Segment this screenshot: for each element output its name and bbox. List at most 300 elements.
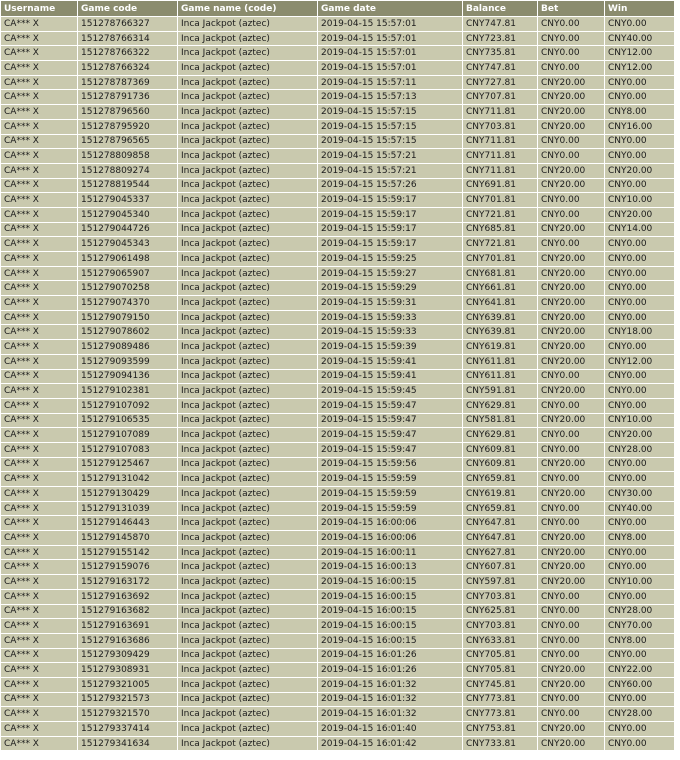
cell-bet: CNY0.00 [538, 604, 605, 619]
cell-username: CA*** X [1, 677, 78, 692]
table-row [1, 31, 675, 46]
cell-balance: CNY681.81 [463, 266, 538, 281]
cell-balance: CNY745.81 [463, 677, 538, 692]
cell-balance: CNY711.81 [463, 163, 538, 178]
table-row [1, 384, 675, 399]
table-row [1, 722, 675, 737]
cell-game-code: 151279078602 [78, 325, 178, 340]
cell-username: CA*** X [1, 325, 78, 340]
cell-game-code: 151278766322 [78, 46, 178, 61]
cell-username: CA*** X [1, 501, 78, 516]
cell-username: CA*** X [1, 428, 78, 443]
cell-username: CA*** X [1, 46, 78, 61]
table-row [1, 442, 675, 457]
cell-username: CA*** X [1, 17, 78, 32]
cell-win: CNY28.00 [605, 707, 675, 722]
cell-balance: CNY641.81 [463, 296, 538, 311]
table-row [1, 472, 675, 487]
cell-game-code: 151279106535 [78, 413, 178, 428]
cell-game-name: Inca Jackpot (aztec) [178, 648, 318, 663]
cell-game-name: Inca Jackpot (aztec) [178, 75, 318, 90]
table-row [1, 501, 675, 516]
cell-game-date: 2019-04-15 15:59:27 [318, 266, 463, 281]
cell-win: CNY10.00 [605, 413, 675, 428]
cell-game-name: Inca Jackpot (aztec) [178, 589, 318, 604]
table-row [1, 516, 675, 531]
cell-game-date: 2019-04-15 15:57:15 [318, 119, 463, 134]
cell-win: CNY0.00 [605, 384, 675, 399]
cell-username: CA*** X [1, 237, 78, 252]
cell-win: CNY20.00 [605, 428, 675, 443]
table-row [1, 692, 675, 707]
cell-win: CNY0.00 [605, 178, 675, 193]
table-row [1, 487, 675, 502]
table-row [1, 266, 675, 281]
table-row [1, 633, 675, 648]
cell-game-name: Inca Jackpot (aztec) [178, 46, 318, 61]
cell-game-date: 2019-04-15 15:57:15 [318, 134, 463, 149]
cell-balance: CNY625.81 [463, 604, 538, 619]
cell-bet: CNY0.00 [538, 369, 605, 384]
cell-win: CNY0.00 [605, 369, 675, 384]
cell-win: CNY12.00 [605, 354, 675, 369]
cell-bet: CNY0.00 [538, 442, 605, 457]
table-row [1, 736, 675, 751]
cell-game-code: 151279125467 [78, 457, 178, 472]
cell-win: CNY0.00 [605, 692, 675, 707]
cell-game-name: Inca Jackpot (aztec) [178, 384, 318, 399]
table-row [1, 222, 675, 237]
cell-game-code: 151279093599 [78, 354, 178, 369]
cell-game-name: Inca Jackpot (aztec) [178, 354, 318, 369]
table-row [1, 46, 675, 61]
cell-game-code: 151279107089 [78, 428, 178, 443]
cell-bet: CNY20.00 [538, 677, 605, 692]
cell-game-code: 151279309429 [78, 648, 178, 663]
cell-game-date: 2019-04-15 16:00:15 [318, 633, 463, 648]
cell-balance: CNY659.81 [463, 472, 538, 487]
cell-balance: CNY707.81 [463, 90, 538, 105]
cell-balance: CNY735.81 [463, 46, 538, 61]
cell-game-date: 2019-04-15 15:59:47 [318, 442, 463, 457]
cell-username: CA*** X [1, 398, 78, 413]
cell-username: CA*** X [1, 281, 78, 296]
cell-game-code: 151279163692 [78, 589, 178, 604]
cell-win: CNY0.00 [605, 545, 675, 560]
cell-game-date: 2019-04-15 15:57:01 [318, 61, 463, 76]
cell-game-code: 151279321005 [78, 677, 178, 692]
cell-bet: CNY0.00 [538, 589, 605, 604]
cell-game-date: 2019-04-15 15:59:17 [318, 222, 463, 237]
header-win: Win [605, 1, 675, 17]
header-game-date: Game date [318, 1, 463, 17]
cell-balance: CNY721.81 [463, 237, 538, 252]
cell-balance: CNY703.81 [463, 619, 538, 634]
cell-win: CNY0.00 [605, 722, 675, 737]
cell-bet: CNY0.00 [538, 398, 605, 413]
cell-balance: CNY711.81 [463, 134, 538, 149]
cell-game-code: 151279102381 [78, 384, 178, 399]
cell-bet: CNY0.00 [538, 516, 605, 531]
table-row [1, 531, 675, 546]
cell-game-name: Inca Jackpot (aztec) [178, 193, 318, 208]
cell-win: CNY60.00 [605, 677, 675, 692]
cell-username: CA*** X [1, 692, 78, 707]
cell-game-name: Inca Jackpot (aztec) [178, 516, 318, 531]
cell-username: CA*** X [1, 633, 78, 648]
cell-game-code: 151279107083 [78, 442, 178, 457]
cell-win: CNY0.00 [605, 75, 675, 90]
cell-bet: CNY0.00 [538, 237, 605, 252]
table-row [1, 119, 675, 134]
cell-bet: CNY20.00 [538, 384, 605, 399]
cell-game-name: Inca Jackpot (aztec) [178, 428, 318, 443]
cell-game-name: Inca Jackpot (aztec) [178, 560, 318, 575]
cell-bet: CNY20.00 [538, 722, 605, 737]
cell-game-name: Inca Jackpot (aztec) [178, 237, 318, 252]
cell-game-date: 2019-04-15 16:00:15 [318, 604, 463, 619]
cell-bet: CNY0.00 [538, 134, 605, 149]
cell-bet: CNY20.00 [538, 340, 605, 355]
cell-username: CA*** X [1, 384, 78, 399]
table-row [1, 90, 675, 105]
cell-bet: CNY20.00 [538, 413, 605, 428]
cell-balance: CNY773.81 [463, 707, 538, 722]
cell-game-date: 2019-04-15 15:59:56 [318, 457, 463, 472]
cell-game-date: 2019-04-15 15:57:11 [318, 75, 463, 90]
table-row [1, 648, 675, 663]
cell-game-date: 2019-04-15 15:57:21 [318, 163, 463, 178]
cell-game-date: 2019-04-15 16:01:32 [318, 692, 463, 707]
cell-balance: CNY597.81 [463, 575, 538, 590]
cell-game-date: 2019-04-15 15:59:31 [318, 296, 463, 311]
cell-game-name: Inca Jackpot (aztec) [178, 472, 318, 487]
cell-game-date: 2019-04-15 15:57:01 [318, 46, 463, 61]
cell-game-code: 151279341634 [78, 736, 178, 751]
cell-game-code: 151279321573 [78, 692, 178, 707]
cell-username: CA*** X [1, 663, 78, 678]
cell-game-name: Inca Jackpot (aztec) [178, 633, 318, 648]
cell-balance: CNY619.81 [463, 487, 538, 502]
cell-username: CA*** X [1, 31, 78, 46]
cell-game-name: Inca Jackpot (aztec) [178, 207, 318, 222]
cell-game-date: 2019-04-15 15:59:41 [318, 354, 463, 369]
cell-game-code: 151279130429 [78, 487, 178, 502]
header-bet: Bet [538, 1, 605, 17]
header-game-code: Game code [78, 1, 178, 17]
cell-win: CNY14.00 [605, 222, 675, 237]
cell-balance: CNY619.81 [463, 340, 538, 355]
cell-game-name: Inca Jackpot (aztec) [178, 222, 318, 237]
cell-game-code: 151278766314 [78, 31, 178, 46]
cell-game-code: 151279094136 [78, 369, 178, 384]
cell-game-name: Inca Jackpot (aztec) [178, 442, 318, 457]
cell-game-name: Inca Jackpot (aztec) [178, 369, 318, 384]
cell-username: CA*** X [1, 178, 78, 193]
cell-bet: CNY20.00 [538, 310, 605, 325]
cell-win: CNY0.00 [605, 134, 675, 149]
cell-balance: CNY639.81 [463, 310, 538, 325]
cell-username: CA*** X [1, 648, 78, 663]
cell-win: CNY22.00 [605, 663, 675, 678]
cell-bet: CNY20.00 [538, 222, 605, 237]
cell-win: CNY0.00 [605, 736, 675, 751]
table-row [1, 105, 675, 120]
table-row [1, 619, 675, 634]
cell-balance: CNY773.81 [463, 692, 538, 707]
cell-game-date: 2019-04-15 16:01:40 [318, 722, 463, 737]
cell-game-code: 151278796565 [78, 134, 178, 149]
cell-game-code: 151279044726 [78, 222, 178, 237]
cell-win: CNY18.00 [605, 325, 675, 340]
cell-game-name: Inca Jackpot (aztec) [178, 149, 318, 164]
cell-game-date: 2019-04-15 15:59:29 [318, 281, 463, 296]
cell-bet: CNY20.00 [538, 75, 605, 90]
cell-bet: CNY20.00 [538, 163, 605, 178]
cell-game-name: Inca Jackpot (aztec) [178, 310, 318, 325]
cell-game-name: Inca Jackpot (aztec) [178, 178, 318, 193]
cell-bet: CNY0.00 [538, 619, 605, 634]
cell-game-code: 151279079150 [78, 310, 178, 325]
cell-bet: CNY20.00 [538, 296, 605, 311]
cell-balance: CNY629.81 [463, 428, 538, 443]
cell-username: CA*** X [1, 252, 78, 267]
table-row [1, 207, 675, 222]
cell-game-date: 2019-04-15 15:59:39 [318, 340, 463, 355]
cell-username: CA*** X [1, 604, 78, 619]
cell-game-code: 151279155142 [78, 545, 178, 560]
cell-game-name: Inca Jackpot (aztec) [178, 325, 318, 340]
table-row [1, 413, 675, 428]
cell-game-name: Inca Jackpot (aztec) [178, 90, 318, 105]
cell-win: CNY0.00 [605, 149, 675, 164]
cell-game-date: 2019-04-15 15:59:33 [318, 325, 463, 340]
cell-game-code: 151279131042 [78, 472, 178, 487]
cell-bet: CNY20.00 [538, 325, 605, 340]
cell-win: CNY0.00 [605, 560, 675, 575]
table-row [1, 193, 675, 208]
cell-balance: CNY705.81 [463, 648, 538, 663]
cell-win: CNY40.00 [605, 501, 675, 516]
cell-balance: CNY701.81 [463, 252, 538, 267]
cell-game-date: 2019-04-15 16:00:11 [318, 545, 463, 560]
cell-game-code: 151279145870 [78, 531, 178, 546]
cell-username: CA*** X [1, 560, 78, 575]
cell-bet: CNY0.00 [538, 692, 605, 707]
cell-game-code: 151279065907 [78, 266, 178, 281]
table-row [1, 663, 675, 678]
cell-game-code: 151278819544 [78, 178, 178, 193]
cell-balance: CNY661.81 [463, 281, 538, 296]
cell-balance: CNY611.81 [463, 354, 538, 369]
cell-balance: CNY753.81 [463, 722, 538, 737]
cell-balance: CNY581.81 [463, 413, 538, 428]
cell-game-date: 2019-04-15 15:59:47 [318, 398, 463, 413]
cell-game-date: 2019-04-15 16:01:26 [318, 663, 463, 678]
cell-bet: CNY20.00 [538, 281, 605, 296]
cell-balance: CNY639.81 [463, 325, 538, 340]
cell-game-date: 2019-04-15 16:01:32 [318, 707, 463, 722]
cell-game-date: 2019-04-15 15:57:01 [318, 17, 463, 32]
cell-balance: CNY609.81 [463, 442, 538, 457]
table-row [1, 545, 675, 560]
cell-username: CA*** X [1, 61, 78, 76]
cell-game-date: 2019-04-15 15:59:17 [318, 207, 463, 222]
cell-win: CNY20.00 [605, 163, 675, 178]
cell-game-date: 2019-04-15 15:59:47 [318, 413, 463, 428]
cell-game-name: Inca Jackpot (aztec) [178, 119, 318, 134]
cell-game-date: 2019-04-15 15:59:59 [318, 501, 463, 516]
cell-game-code: 151279074370 [78, 296, 178, 311]
cell-bet: CNY20.00 [538, 531, 605, 546]
cell-win: CNY0.00 [605, 237, 675, 252]
cell-bet: CNY0.00 [538, 31, 605, 46]
cell-username: CA*** X [1, 193, 78, 208]
cell-game-date: 2019-04-15 16:01:26 [318, 648, 463, 663]
header-game-name: Game name (code) [178, 1, 318, 17]
cell-username: CA*** X [1, 413, 78, 428]
cell-game-name: Inca Jackpot (aztec) [178, 413, 318, 428]
cell-game-code: 151279070258 [78, 281, 178, 296]
cell-balance: CNY691.81 [463, 178, 538, 193]
cell-game-date: 2019-04-15 15:59:41 [318, 369, 463, 384]
cell-balance: CNY711.81 [463, 149, 538, 164]
cell-game-name: Inca Jackpot (aztec) [178, 398, 318, 413]
cell-bet: CNY20.00 [538, 575, 605, 590]
cell-game-date: 2019-04-15 15:57:15 [318, 105, 463, 120]
cell-game-name: Inca Jackpot (aztec) [178, 266, 318, 281]
cell-username: CA*** X [1, 296, 78, 311]
table-row [1, 457, 675, 472]
cell-username: CA*** X [1, 266, 78, 281]
cell-balance: CNY685.81 [463, 222, 538, 237]
table-row [1, 163, 675, 178]
cell-username: CA*** X [1, 619, 78, 634]
table-row [1, 340, 675, 355]
cell-username: CA*** X [1, 340, 78, 355]
cell-game-date: 2019-04-15 15:57:13 [318, 90, 463, 105]
cell-win: CNY20.00 [605, 207, 675, 222]
cell-game-code: 151279163691 [78, 619, 178, 634]
cell-game-code: 151279146443 [78, 516, 178, 531]
cell-username: CA*** X [1, 222, 78, 237]
table-row [1, 149, 675, 164]
cell-username: CA*** X [1, 457, 78, 472]
cell-bet: CNY0.00 [538, 149, 605, 164]
cell-bet: CNY20.00 [538, 178, 605, 193]
cell-balance: CNY701.81 [463, 193, 538, 208]
table-row [1, 178, 675, 193]
cell-game-name: Inca Jackpot (aztec) [178, 252, 318, 267]
cell-game-date: 2019-04-15 15:59:47 [318, 428, 463, 443]
cell-bet: CNY0.00 [538, 17, 605, 32]
cell-balance: CNY711.81 [463, 105, 538, 120]
cell-game-name: Inca Jackpot (aztec) [178, 722, 318, 737]
cell-win: CNY16.00 [605, 119, 675, 134]
cell-bet: CNY20.00 [538, 560, 605, 575]
cell-game-code: 151279163682 [78, 604, 178, 619]
table-row [1, 281, 675, 296]
cell-bet: CNY20.00 [538, 266, 605, 281]
cell-bet: CNY20.00 [538, 663, 605, 678]
cell-game-name: Inca Jackpot (aztec) [178, 17, 318, 32]
cell-game-date: 2019-04-15 16:00:15 [318, 589, 463, 604]
cell-game-code: 151279337414 [78, 722, 178, 737]
table-row [1, 369, 675, 384]
cell-game-name: Inca Jackpot (aztec) [178, 457, 318, 472]
cell-bet: CNY20.00 [538, 736, 605, 751]
cell-bet: CNY20.00 [538, 105, 605, 120]
cell-username: CA*** X [1, 516, 78, 531]
table-row [1, 677, 675, 692]
table-row [1, 354, 675, 369]
cell-balance: CNY647.81 [463, 516, 538, 531]
cell-username: CA*** X [1, 119, 78, 134]
cell-balance: CNY721.81 [463, 207, 538, 222]
cell-win: CNY12.00 [605, 61, 675, 76]
cell-game-date: 2019-04-15 15:59:59 [318, 487, 463, 502]
cell-win: CNY0.00 [605, 472, 675, 487]
cell-bet: CNY0.00 [538, 707, 605, 722]
cell-win: CNY0.00 [605, 589, 675, 604]
header-username: Username [1, 1, 78, 17]
table-row [1, 310, 675, 325]
table-row [1, 560, 675, 575]
table-row [1, 325, 675, 340]
table-header-row [1, 1, 675, 17]
cell-balance: CNY609.81 [463, 457, 538, 472]
table-row [1, 707, 675, 722]
cell-win: CNY0.00 [605, 17, 675, 32]
cell-game-date: 2019-04-15 15:59:45 [318, 384, 463, 399]
cell-game-name: Inca Jackpot (aztec) [178, 61, 318, 76]
cell-username: CA*** X [1, 207, 78, 222]
cell-game-code: 151279131039 [78, 501, 178, 516]
cell-win: CNY0.00 [605, 266, 675, 281]
cell-username: CA*** X [1, 736, 78, 751]
cell-username: CA*** X [1, 369, 78, 384]
cell-game-date: 2019-04-15 16:01:42 [318, 736, 463, 751]
cell-game-code: 151279089486 [78, 340, 178, 355]
cell-game-date: 2019-04-15 15:59:17 [318, 193, 463, 208]
cell-username: CA*** X [1, 105, 78, 120]
cell-game-name: Inca Jackpot (aztec) [178, 501, 318, 516]
cell-game-date: 2019-04-15 15:59:17 [318, 237, 463, 252]
cell-bet: CNY0.00 [538, 193, 605, 208]
cell-win: CNY0.00 [605, 398, 675, 413]
cell-win: CNY0.00 [605, 90, 675, 105]
cell-username: CA*** X [1, 575, 78, 590]
cell-game-code: 151278787369 [78, 75, 178, 90]
cell-win: CNY8.00 [605, 633, 675, 648]
cell-game-name: Inca Jackpot (aztec) [178, 487, 318, 502]
cell-balance: CNY607.81 [463, 560, 538, 575]
cell-balance: CNY591.81 [463, 384, 538, 399]
cell-win: CNY12.00 [605, 46, 675, 61]
cell-game-code: 151279045337 [78, 193, 178, 208]
cell-username: CA*** X [1, 90, 78, 105]
cell-win: CNY28.00 [605, 604, 675, 619]
cell-balance: CNY733.81 [463, 736, 538, 751]
cell-bet: CNY0.00 [538, 472, 605, 487]
cell-balance: CNY611.81 [463, 369, 538, 384]
cell-bet: CNY20.00 [538, 90, 605, 105]
cell-bet: CNY20.00 [538, 354, 605, 369]
cell-username: CA*** X [1, 472, 78, 487]
table-row [1, 17, 675, 32]
cell-balance: CNY747.81 [463, 17, 538, 32]
cell-game-date: 2019-04-15 16:00:06 [318, 531, 463, 546]
